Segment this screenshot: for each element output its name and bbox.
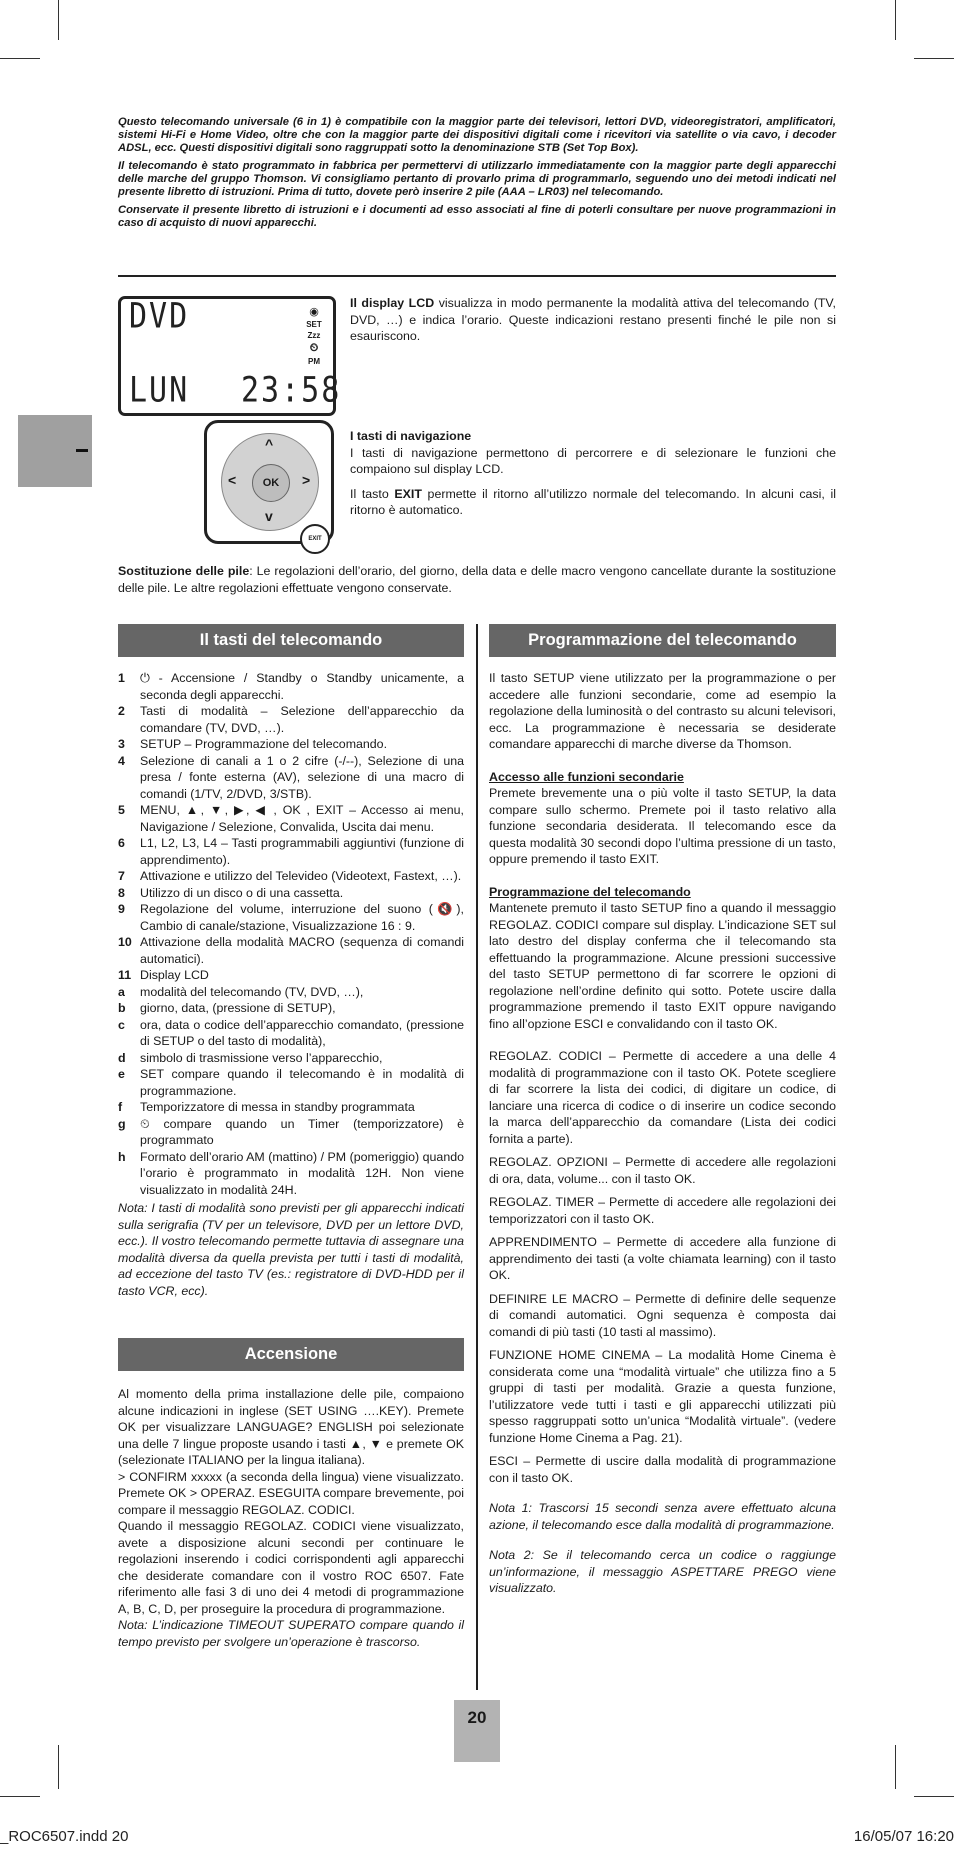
key-list-marker: e [118,1067,125,1081]
key-list-text: Temporizzatore di messa in standby programmata [140,1100,415,1114]
key-list-marker: h [118,1149,126,1164]
lcd-set-indicator: SET [306,320,322,329]
key-list-marker: d [118,1050,126,1065]
section-title-accensione: Accensione [118,1338,464,1371]
key-list-marker: 8 [118,885,125,900]
key-list-item [118,868,464,885]
key-list-item [118,1149,464,1199]
key-list-marker: 4 [118,753,125,768]
key-list-item [118,1066,464,1099]
nav-desc-text: I tasti di navigazione permettono di percorrere e di selezionare le funzioni che compaiono sul display LCD. [350,445,836,476]
key-list-text: Display LCD [140,968,209,982]
intro-text [118,116,836,235]
intro-divider [118,275,836,277]
key-list-item [118,967,464,984]
accensione-paragraph: > CONFIRM xxxxx (a seconda della lingua) viene visualizzato. Premete OK > OPERAZ. ESEGUITA compare brevemente, poi compare il messaggio REGOLAZ. CODICI. [118,1469,464,1517]
key-list-item [118,1050,464,1067]
section-title-keys: Il tasti del telecomando [118,624,464,657]
option-timer: REGOLAZ. TIMER – Permette di accedere alle regolazioni dei temporizzatori con il tasto OK. [489,1195,836,1226]
option-macro: DEFINIRE LE MACRO – Permette di definire delle sequenze di comandi automatici. Ogni sequenza è composta dai comandi di più tasti (10 tasti al massimo). [489,1291,836,1339]
crop-mark [0,1796,40,1797]
key-list-marker: 5 [118,803,125,817]
key-list-item [118,984,464,1001]
lcd-pm-indicator: PM [308,357,320,366]
secondary-functions-text: Premete brevemente una o più volte il tasto SETUP, la data compare sullo schermo. Premete poi il tasto relativo alla funzione secondaria desiderata. Il telecomando esce da questa modalità 30 secondi dopo l’ultima pressione di un tasto, oppure premendo il tasto EXIT. [489,786,836,866]
key-list-text: Tasti di modalità – Selezione dell’apparecchio da comandare (TV, DVD, …). [140,704,464,735]
ok-button-illustration: OK [252,464,290,502]
key-list-item [118,901,464,934]
left-column [118,670,464,1306]
key-list-item [118,835,464,868]
key-list-marker: 11 [118,968,132,982]
key-list-item [118,1099,464,1116]
crop-mark [914,1796,954,1797]
key-list-marker: 9 [118,902,125,916]
nav-exit-post: permette il ritorno all’utilizzo normale del telecomando. In alcuni casi, il ritorno è automatico. [350,486,836,517]
key-list-text: ⏻ - Accensione / Standby o Standby unicamente, a seconda degli apparecchi. [140,671,464,702]
nav-exit-pre: Il tasto [350,486,395,501]
keys-list [118,670,464,1198]
battery-replacement-note [118,563,836,596]
key-list-marker: 6 [118,836,125,850]
accensione-paragraph: Quando il messaggio REGOLAZ. CODICI viene visualizzato, avete a disposizione alcuni secondi per continuare le regolazioni inserendo i codici corrispondenti agli apparecchi che desiderate comandare con il vostro ROC 6507. Fate riferimento alle fasi 3 di uno dei 4 metodi di programmazione A, B, C, D, per proseguire la procedura di programmazione. [118,1519,464,1616]
crop-mark [0,58,40,59]
down-arrow-icon: v [265,508,273,524]
programming-intro: Il tasto SETUP viene utilizzato per la programmazione o per accedere alle funzioni secondarie, come ad esempio la regolazione della luminosità o del contrasto su alcuni televisori, ecc. La programmazione è necessaria se desiderate comandare apparecchi di marche diverse da Thomson. [489,671,836,751]
key-list-item [118,736,464,753]
key-list-marker: b [118,1001,126,1015]
option-home-cinema: FUNZIONE HOME CINEMA – La modalità Home Cinema è considerata come una “modalità virtuale” che utilizza fino a 5 gruppi di tasti per modalità. Grazie a questa funzione, l’utilizzatore vede tutti i tasti e gli apparecchi utilizzati più spesso raggruppati sotto un’unica “Modalità virtuale”. (vedere funzione Home Cinema a Pag. 21). [489,1348,836,1445]
key-list-item [118,670,464,703]
key-list-item [118,1000,464,1017]
option-settings: REGOLAZ. OPZIONI – Permette di accedere alle regolazioni di ora, data, volume... con il tasto OK. [489,1155,836,1186]
language-side-tab [18,415,92,487]
key-list-item [118,1116,464,1149]
column-divider [476,624,478,1690]
exit-button-illustration: EXIT [300,524,330,554]
key-list-marker: c [118,1017,125,1032]
display-desc-bold: Il display LCD [350,296,435,310]
key-list-item [118,1017,464,1050]
crop-mark [895,1745,896,1789]
accensione-paragraph: Al momento della prima installazione delle pile, compaiono alcune indicazioni in inglese (SET USING ….KEY). Premete OK per visualizzare LANGUAGE? ENGLISH poi selezionate una delle 7 lingue proposte usando i tasti ▲, ▼ e premete OK (selezionate ITALIANO per la lingua italiana). [118,1387,464,1467]
key-list-text: SETUP – Programmazione del telecomando. [140,737,388,751]
left-arrow-icon: < [228,472,237,488]
right-column [489,670,836,1604]
key-list-marker: 3 [118,737,125,751]
option-codes: REGOLAZ. CODICI – Permette di accedere a una delle 4 modalità di programmazione con il tasto OK. Potete scegliere di far scorrere la lista dei codici, di digitare un codice, di lanciare una ricerca di codice o di inserire un codice secondo la marca dell’apparecchio da comandare (Lista dei codici fornita a parte). [489,1049,836,1146]
key-list-marker: 2 [118,704,125,718]
secondary-functions-title: Accesso alle funzioni secondarie [489,769,684,784]
key-list-text: Selezione di canali a 1 o 2 cifre (-/--), Selezione di una presa / fonte esterna (AV), selezione di una macro di comandi (1/TV, 2/DVD, 3/STB). [140,753,464,801]
key-list-text: modalità del telecomando (TV, DVD, …), [140,984,364,999]
side-tab-dash [76,449,88,452]
key-list-item [118,753,464,803]
accensione-note: Nota: L’indicazione TIMEOUT SUPERATO compare quando il tempo previsto per svolgere un’operazione è trascorso. [118,1618,464,1649]
section-title-programming: Programmazione del telecomando [489,624,836,657]
key-list-text: Regolazione del volume, interruzione del suono (🔇), Cambio di canale/stazione, Visualizzazione 16 : 9. [140,902,464,933]
nav-ring [221,433,319,531]
intro-paragraph: Questo telecomando universale (6 in 1) è compatibile con la maggior parte dei televisori, lettori DVD, videoregistratori, amplificatori, sistemi Hi-Fi e Home Video, oltre che con la maggior parte dei dispositivi digitali come i ricevitori via satellite o via cavo, i decoder ADSL, ecc. Questi dispositivi digitali sono raggruppati sotto la denominazione STB (Set Top Box). [118,116,836,154]
key-list-text: Attivazione della modalità MACRO (sequenza di comandi automatici). [140,935,464,966]
slug-date: 16/05/07 16:20 [853,1828,954,1845]
key-list-text: simbolo di trasmissione verso l’apparecchio, [140,1050,383,1065]
intro-paragraph: Il telecomando è stato programmato in fabbrica per permettervi di utilizzarlo immediatamente con la maggior parte degli apparecchi delle marche del gruppo Thomson. Vi consigliamo pertanto di provarlo prima di programmarlo, seguendo uno dei metodi indicati nel presente libretto di istruzioni. Prima di tutto, dovete però inserire 2 pile (AAA – LR03) nel telecomando. [118,160,836,198]
key-list-text: MENU, ▲, ▼, ▶, ◀ , OK , EXIT – Accesso ai menu, Navigazione / Selezione, Convalida, Uscita dai menu. [140,803,464,834]
page-number: 20 [454,1700,500,1762]
navigation-description [350,428,836,527]
key-list-text: giorno, data, (pressione di SETUP), [140,1001,336,1015]
slug-filename: _ROC6507.indd 20 [0,1828,129,1845]
key-list-marker: 7 [118,869,125,883]
up-arrow-icon: ^ [265,436,274,452]
nav-desc-title: I tasti di navigazione [350,429,472,443]
key-list-text: SET compare quando il telecomando è in modalità di programmazione. [140,1067,464,1098]
key-list-marker: 10 [118,935,132,949]
lcd-time-text: 23:58 [241,370,342,411]
nav-exit-key: EXIT [394,486,422,501]
option-exit: ESCI – Permette di uscire dalla modalità di programmazione con il tasto OK. [489,1454,836,1485]
key-list-text: Attivazione e utilizzo del Televideo (Videotext, Fastext, …). [140,869,462,883]
display-desc-text: visualizza in modo permanente la modalità attiva del telecomando (TV, DVD, …) e indica l’orario. Queste indicazioni restano presenti finché le pile non si esauriscono. [350,296,836,343]
accensione-text [118,1386,464,1657]
key-list-item [118,703,464,736]
keys-note: Nota: I tasti di modalità sono previsti per gli apparecchi indicati sulla serigrafia (TV per un televisore, DVD per un lettore DVD, ecc.). Il vostro telecomando permette tuttavia di assegnare una modalità diversa da quella prevista per tutti i tasti di modalità, ad eccezione del tasto TV (es.: registratore di DVD-HDD per il tasto VCR, ecc). [118,1201,464,1298]
crop-mark [914,58,954,59]
display-description [350,295,836,353]
lcd-day-text: LUN [129,370,190,411]
key-list-text: ora, data o codice dell’apparecchio comandato, (pressione di SETUP o del tasto di modalità), [140,1017,464,1048]
battery-title: Sostituzione delle pile [118,564,250,578]
lcd-zzz-indicator: Zzz [307,331,321,340]
key-list-marker: a [118,984,125,999]
crop-mark [58,1745,59,1789]
key-list-text: ⏲ compare quando un Timer (temporizzatore) è programmato [140,1116,464,1147]
key-list-text: Formato dell’orario AM (mattino) / PM (pomeriggio) quando l’orario è programmato in modalità 12H. Non viene visualizzato in modalità 24H. [140,1149,464,1197]
crop-mark [895,0,896,40]
timer-icon: ⏲ [309,342,319,354]
key-list-text: L1, L2, L3, L4 – Tasti programmabili aggiuntivi (funzione di apprendimento). [140,836,464,867]
programming-title: Programmazione del telecomando [489,884,691,899]
key-list-text: Utilizzo di un disco o di una cassetta. [140,885,344,900]
key-list-marker: f [118,1100,123,1114]
option-learning: APPRENDIMENTO – Permette di accedere alla funzione di apprendimento dei tasti (a volte chiamata learning) con il tasto OK. [489,1235,836,1282]
note-2: Nota 2: Se il telecomando cerca un codice o raggiunge un’informazione, il messaggio ASPETTARE PREGO viene visualizzato. [489,1548,836,1595]
programming-text: Mantenete premuto il tasto SETUP fino a quando il messaggio REGOLAZ. CODICI compare sul display. L’indicazione SET sul lato destro del display conferma che il telecomando sta effettuando la programmazione. Alcune pressioni successive del tasto SETUP permettono di far scorrere le opzioni di regolazione nell’ordine definito qui sotto. Potete uscire dalla programmazione premendo il tasto EXIT oppure navigando fino all’opzione ESCI e convalidando con il tasto OK. [489,901,836,1031]
key-list-marker: g [118,1116,126,1131]
key-list-item [118,802,464,835]
intro-paragraph: Conservate il presente libretto di istruzioni e i documenti ad esso associati al fine di poterli consultare per nuove programmazioni in caso di acquisto di nuovi apparecchi. [118,204,836,229]
signal-icon: ◉ [309,306,319,318]
crop-mark [58,0,59,40]
battery-text: : Le regolazioni dell’orario, del giorno, della data e delle macro vengono cancellate durante la sostituzione delle pile. Le altre regolazioni effettuate vengono conservate. [118,564,836,595]
lcd-display-illustration [118,296,342,416]
key-list-item [118,885,464,902]
right-arrow-icon: > [302,472,311,488]
note-1: Nota 1: Trascorsi 15 secondi senza avere effettuato alcuna azione, il telecomando esce dalla modalità di programmazione. [489,1501,836,1532]
key-list-marker: 1 [118,671,125,685]
key-list-item [118,934,464,967]
lcd-mode-text: DVD [129,296,190,337]
